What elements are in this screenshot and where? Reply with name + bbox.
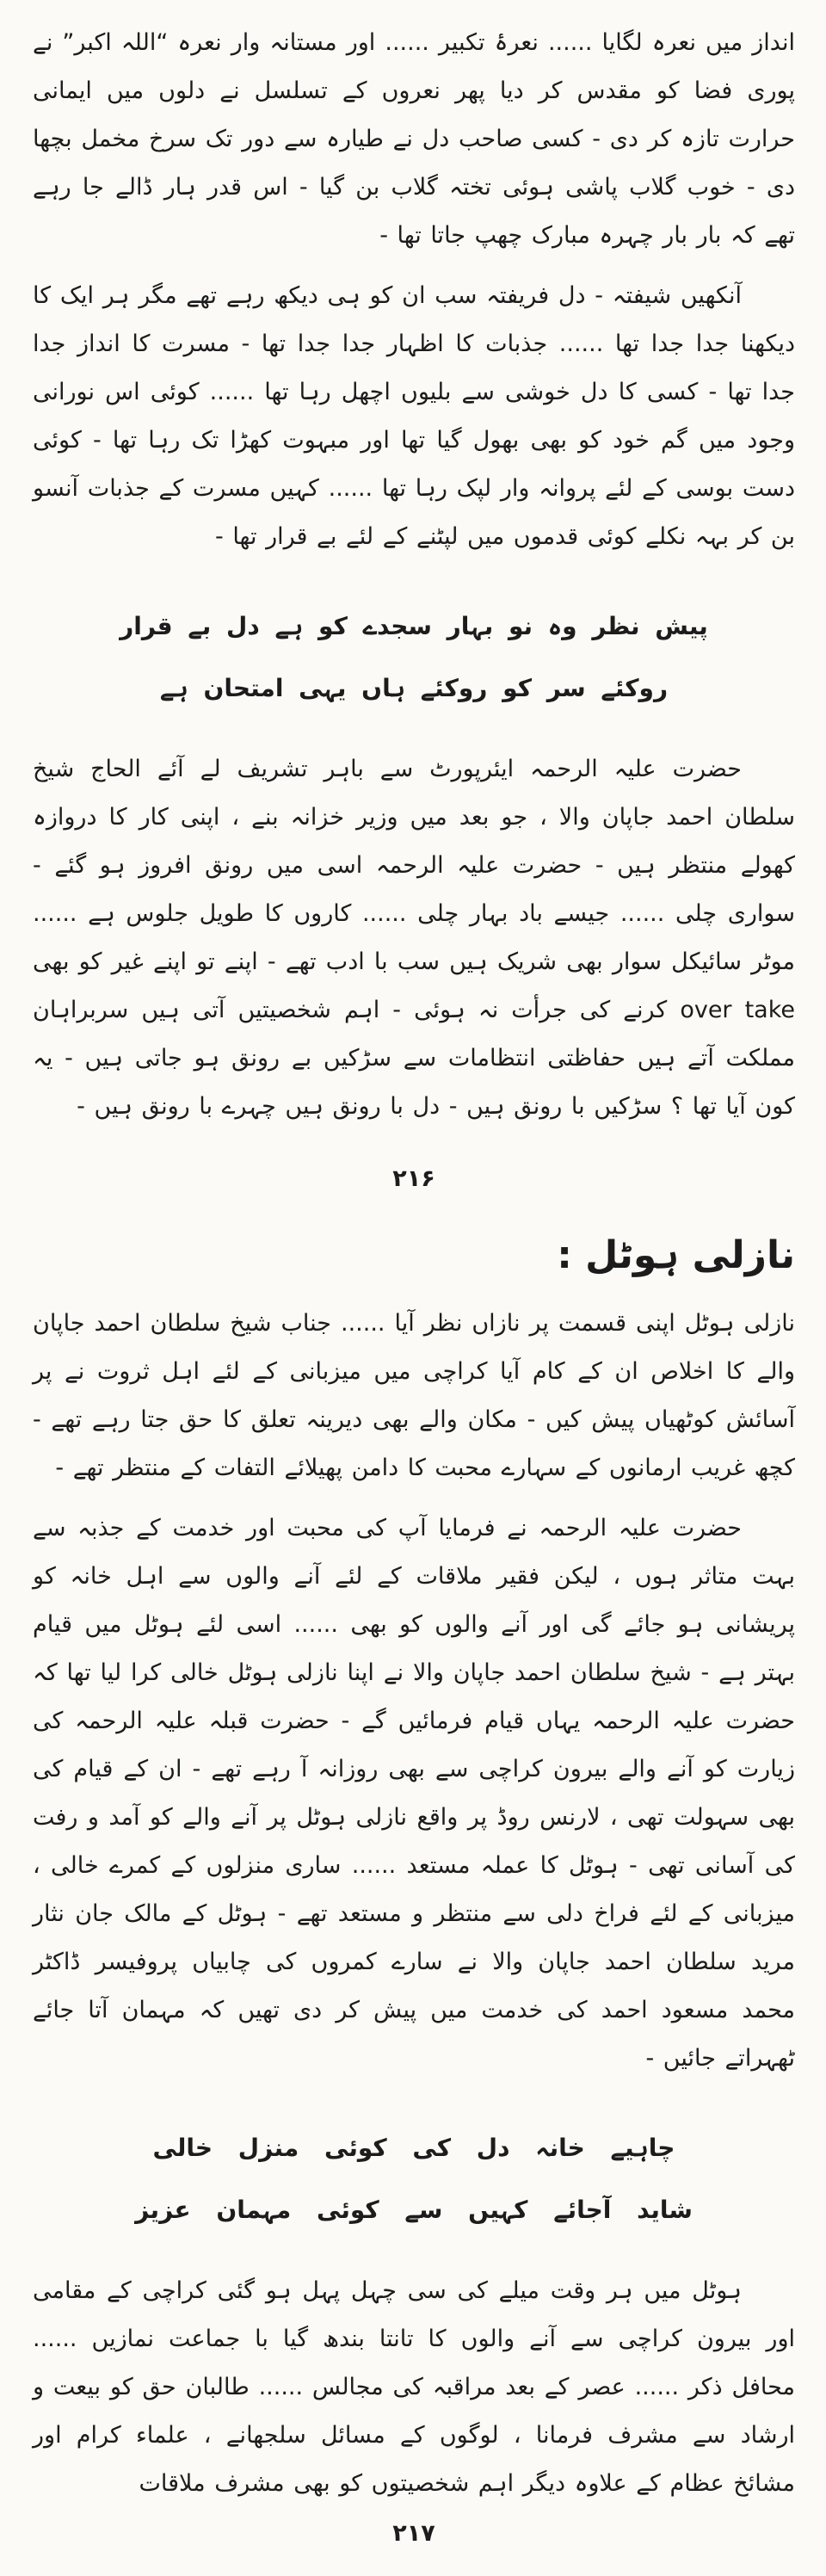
- verse-couplet-1: [33, 596, 795, 720]
- verse-line: روکئے سر کو روکئے ہاں یہی امتحان ہے: [159, 674, 669, 702]
- verse-couplet-2: [33, 2117, 795, 2241]
- paragraph-hotel-pride: نازلی ہوٹل اپنی قسمت پر نازاں نظر آیا ...... جناب شیخ سلطان احمد جاپان والے کا اخلاص ان کے کام آیا کراچی میں میزبانی کے لئے اہل ثروت نے پر آسائش کوٹھیاں پیش کیں - مکان والے بھی دیرینہ تعلق کا حق جتا رہے تھے - کچھ غریب ارمانوں کے سہارے محبت کا دامن پھیلائے التفات کے منتظر تھے -: [33, 1310, 795, 1482]
- verse-line: چاہیے خانہ دل کی کوئی منزل خالی: [152, 2134, 675, 2163]
- page-number-216: ۲۱۶: [392, 1165, 435, 1192]
- paragraph-slogan-arrival: انداز میں نعرہ لگایا ...... نعرۂ تکبیر ...... اور مستانہ وار نعرہ “اللہ اکبر” نے پوری فضا کو مقدس کر دیا پھر نعروں کے تسلسل نے دلوں میں ایمانی حرارت تازہ کر دی - کسی صاحب دل نے طیارہ سے دور تک سرخ مخمل بچھا دی - خوب گلاب پاشی ہوئی تختہ گلاب بن گیا - اس قدر ہار ڈالے جا رہے تھے کہ بار بار چہرہ مبارک چھپ جاتا تھا -: [33, 29, 795, 249]
- paragraph-hotel-stay: حضرت علیہ الرحمہ نے فرمایا آپ کی محبت اور خدمت کے جذبہ سے بہت متاثر ہوں ، لیکن فقیر ملاقات کے لئے آنے والوں سے اہل خانہ کو پریشانی ہو جائے گی اور آنے والوں کو بھی ...... اسی لئے ہوٹل میں قیام بہتر ہے - شیخ سلطان احمد جاپان والا نے اپنا نازلی ہوٹل خالی کرا لیا تھا کہ حضرت علیہ الرحمہ یہاں قیام فرمائیں گے - حضرت قبلہ علیہ الرحمہ کی زیارت کو آنے والے بیرون کراچی سے بھی روزانہ آ رہے تھے - ان کے قیام کی بھی سہولت تھی ، لارنس روڈ پر واقع نازلی ہوٹل پر آنے والے کو آمد و رفت کی آسانی تھی - ہوٹل کا عملہ مستعد ...... ساری منزلوں کے کمرے خالی ، میزبانی کے لئے فراخ دلی سے منتظر و مستعد تھے - ہوٹل کے مالک جان نثار مرید سلطان احمد جاپان والا نے سارے کمروں کی چابیاں پروفیسر ڈاکٹر محمد مسعود احمد کی خدمت میں پیش کر دی تھیں کہ مہمان آتا جائے ٹھہراتے جائیں -: [33, 1515, 795, 2073]
- verse-line: شاید آجائے کہیں سے کوئی مہمان عزیز: [135, 2196, 693, 2225]
- paragraph-airport-procession: حضرت علیہ الرحمہ ایئرپورٹ سے باہر تشریف لے آئے الحاج شیخ سلطان احمد جاپان والا ، جو بعد میں وزیر خزانہ بنے ، اپنی کار کا دروازہ کھولے منتظر ہیں - حضرت علیہ الرحمہ اسی میں رونق افروز ہو گئے - سواری چلی ...... جیسے باد بہار چلی ...... کاروں کا طویل جلوس ہے ...... موٹر سائیکل سوار بھی شریک ہیں سب با ادب تھے - اپنے تو اپنے غیر کو بھی over take کرنے کی جرأت نہ ہوئی - اہم شخصیتیں آتی ہیں سربراہان مملکت آتے ہیں حفاظتی انتظامات سے سڑکیں بے رونق ہو جاتی ہیں - یہ کون آیا تھا ؟ سڑکیں با رونق ہیں - دل با رونق ہیں چہرے با رونق ہیں -: [33, 756, 795, 1120]
- paragraph-hotel-gatherings: ہوٹل میں ہر وقت میلے کی سی چہل پہل ہو گئی کراچی کے مقامی اور بیرون کراچی سے آنے والوں کا تانتا بندھ گیا با جماعت نمازیں ...... محافل ذکر ...... عصر کے بعد مراقبہ کی مجالس ...... طالبان حق کو بیعت و ارشاد سے مشرف فرمانا ، لوگوں کے مسائل سلجھانے ، علماء کرام اور مشائخ عظام کے علاوہ دیگر اہم شخصیتوں کو بھی مشرف ملاقات: [33, 2277, 795, 2498]
- page-number-217: ۲۱۷: [392, 2520, 435, 2548]
- paragraph-crowd-emotions: آنکھیں شیفتہ - دل فریفتہ سب ان کو ہی دیکھ رہے تھے مگر ہر ایک کا دیکھنا جدا جدا تھا ...... جذبات کا اظہار جدا جدا تھا - مسرت کا انداز جدا جدا تھا - کسی کا دل خوشی سے بلیوں اچھل رہا تھا ...... کوئی اس نورانی وجود میں گم خود کو بھی بھول گیا تھا اور مبہوت کھڑا تک رہا تھا - کوئی دست بوسی کے لئے پروانہ وار لپک رہا تھا ...... کہیں مسرت کے جذبات آنسو بن کر بہہ نکلے کوئی قدموں میں لپٹنے کے لئے بے قرار تھا -: [33, 282, 795, 550]
- verse-line: پیش نظر وہ نو بہار سجدے کو ہے دل بے قرار: [120, 612, 708, 640]
- section-heading-nazli-hotel: نازلی ہوٹل :: [557, 1233, 795, 1277]
